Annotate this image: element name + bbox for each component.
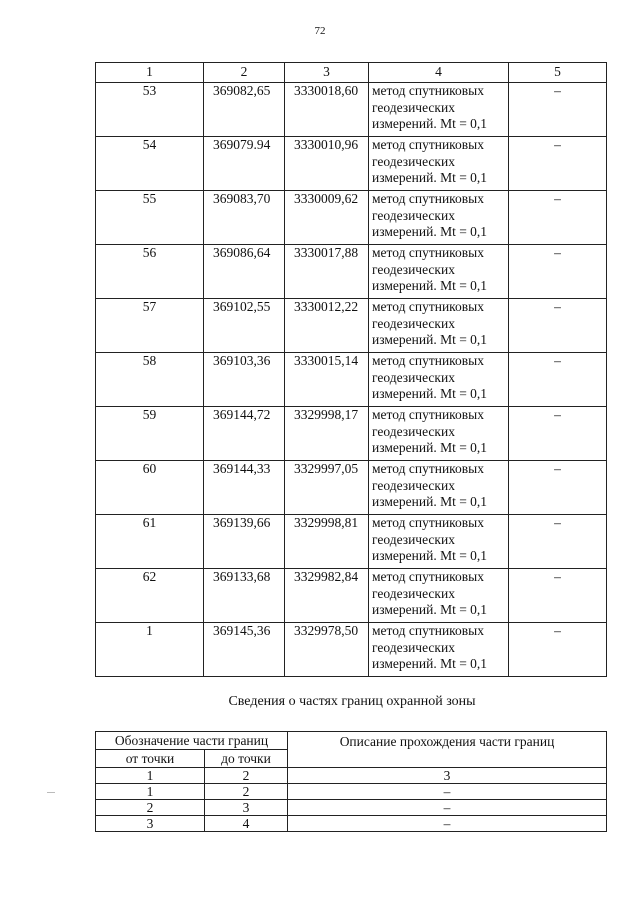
measurement-method: [369, 245, 509, 299]
table-row: [96, 784, 607, 800]
part-description: –: [288, 816, 607, 832]
point-number: 53: [96, 83, 204, 137]
method-line: измерений. Mt = 0,1: [372, 116, 488, 131]
coord-y: 3330010,96: [285, 137, 369, 191]
method-line: измерений. Mt = 0,1: [372, 386, 488, 401]
method-line: метод спутниковых: [372, 461, 484, 476]
measurement-method: [369, 623, 509, 677]
point-number: 62: [96, 569, 204, 623]
coord-x: 369082,65: [204, 83, 285, 137]
part-description: –: [288, 800, 607, 816]
method-line: метод спутниковых: [372, 137, 484, 152]
coords-header-5: 5: [509, 63, 607, 83]
method-line: измерений. Mt = 0,1: [372, 602, 488, 617]
method-line: геодезических: [372, 207, 455, 223]
method-line: метод спутниковых: [372, 623, 484, 638]
coord-y: 3330018,60: [285, 83, 369, 137]
method-line: геодезических: [372, 585, 455, 601]
measurement-method: [369, 515, 509, 569]
part-from: 2: [96, 800, 205, 816]
table-row: [96, 299, 607, 353]
part-to: 4: [205, 816, 288, 832]
table-row: [96, 245, 607, 299]
coord-x: 369102,55: [204, 299, 285, 353]
note-cell: –: [509, 569, 607, 623]
parts-number-3: 3: [288, 768, 607, 784]
part-from: 1: [96, 784, 205, 800]
point-number: 58: [96, 353, 204, 407]
point-number: 60: [96, 461, 204, 515]
method-line: измерений. Mt = 0,1: [372, 440, 488, 455]
coord-x: 369086,64: [204, 245, 285, 299]
parts-number-1: 1: [96, 768, 205, 784]
note-cell: –: [509, 515, 607, 569]
parts-header-from: от точки: [96, 750, 205, 768]
table-row: [96, 515, 607, 569]
table-row: [96, 137, 607, 191]
coord-x: 369083,70: [204, 191, 285, 245]
coord-y: 3329982,84: [285, 569, 369, 623]
method-line: геодезических: [372, 99, 455, 115]
measurement-method: [369, 83, 509, 137]
measurement-method: [369, 353, 509, 407]
method-line: измерений. Mt = 0,1: [372, 278, 488, 293]
note-cell: –: [509, 353, 607, 407]
note-cell: –: [509, 191, 607, 245]
measurement-method: [369, 407, 509, 461]
coordinates-table: [95, 62, 607, 677]
table-row: [96, 623, 607, 677]
parts-number-row: [96, 768, 607, 784]
parts-number-2: 2: [205, 768, 288, 784]
coord-x: 369145,36: [204, 623, 285, 677]
note-cell: –: [509, 461, 607, 515]
method-line: геодезических: [372, 153, 455, 169]
note-cell: –: [509, 83, 607, 137]
coords-header-2: 2: [204, 63, 285, 83]
method-line: геодезических: [372, 369, 455, 385]
method-line: геодезических: [372, 531, 455, 547]
part-to: 3: [205, 800, 288, 816]
coords-header-4: 4: [369, 63, 509, 83]
coord-y: 3330015,14: [285, 353, 369, 407]
coord-y: 3330012,22: [285, 299, 369, 353]
method-line: измерений. Mt = 0,1: [372, 656, 488, 671]
part-description: –: [288, 784, 607, 800]
page-number: 72: [314, 25, 326, 37]
method-line: геодезических: [372, 639, 455, 655]
parts-header-group: Обозначение части границ: [96, 732, 288, 750]
parts-header-to: до точки: [205, 750, 288, 768]
point-number: 54: [96, 137, 204, 191]
table-row: [96, 191, 607, 245]
method-line: геодезических: [372, 315, 455, 331]
method-line: метод спутниковых: [372, 569, 484, 584]
coords-header-1: 1: [96, 63, 204, 83]
coord-y: 3330009,62: [285, 191, 369, 245]
measurement-method: [369, 137, 509, 191]
method-line: метод спутниковых: [372, 353, 484, 368]
coord-y: 3329998,17: [285, 407, 369, 461]
coord-x: 369139,66: [204, 515, 285, 569]
method-line: метод спутниковых: [372, 407, 484, 422]
point-number: 55: [96, 191, 204, 245]
method-line: измерений. Mt = 0,1: [372, 332, 488, 347]
coord-x: 369133,68: [204, 569, 285, 623]
coord-y: 3329978,50: [285, 623, 369, 677]
parts-header-row: [96, 732, 607, 750]
coord-x: 369079.94: [204, 137, 285, 191]
point-number: 56: [96, 245, 204, 299]
method-line: метод спутниковых: [372, 191, 484, 206]
note-cell: –: [509, 407, 607, 461]
coord-y: 3330017,88: [285, 245, 369, 299]
note-cell: –: [509, 299, 607, 353]
method-line: метод спутниковых: [372, 299, 484, 314]
coords-header-3: 3: [285, 63, 369, 83]
measurement-method: [369, 191, 509, 245]
method-line: метод спутниковых: [372, 245, 484, 260]
table-row: [96, 407, 607, 461]
parts-header-description: Описание прохождения части границ: [288, 732, 607, 768]
table-row: [96, 800, 607, 816]
measurement-method: [369, 461, 509, 515]
table-row: [96, 83, 607, 137]
method-line: измерений. Mt = 0,1: [372, 494, 488, 509]
table-row: [96, 569, 607, 623]
margin-mark: [47, 792, 55, 793]
measurement-method: [369, 569, 509, 623]
coord-x: 369144,72: [204, 407, 285, 461]
part-to: 2: [205, 784, 288, 800]
method-line: измерений. Mt = 0,1: [372, 170, 488, 185]
method-line: геодезических: [372, 423, 455, 439]
point-number: 61: [96, 515, 204, 569]
method-line: геодезических: [372, 261, 455, 277]
point-number: 1: [96, 623, 204, 677]
coord-x: 369144,33: [204, 461, 285, 515]
measurement-method: [369, 299, 509, 353]
method-line: метод спутниковых: [372, 83, 484, 98]
coord-y: 3329998,81: [285, 515, 369, 569]
table-row: [96, 461, 607, 515]
coords-header-row: [96, 63, 607, 83]
part-from: 3: [96, 816, 205, 832]
point-number: 57: [96, 299, 204, 353]
table-row: [96, 353, 607, 407]
coord-y: 3329997,05: [285, 461, 369, 515]
boundary-parts-table: [95, 731, 607, 832]
section-title: Сведения о частях границ охранной зоны: [228, 694, 476, 709]
note-cell: –: [509, 245, 607, 299]
table-row: [96, 816, 607, 832]
method-line: измерений. Mt = 0,1: [372, 224, 488, 239]
coord-x: 369103,36: [204, 353, 285, 407]
note-cell: –: [509, 137, 607, 191]
point-number: 59: [96, 407, 204, 461]
method-line: метод спутниковых: [372, 515, 484, 530]
method-line: геодезических: [372, 477, 455, 493]
method-line: измерений. Mt = 0,1: [372, 548, 488, 563]
note-cell: –: [509, 623, 607, 677]
